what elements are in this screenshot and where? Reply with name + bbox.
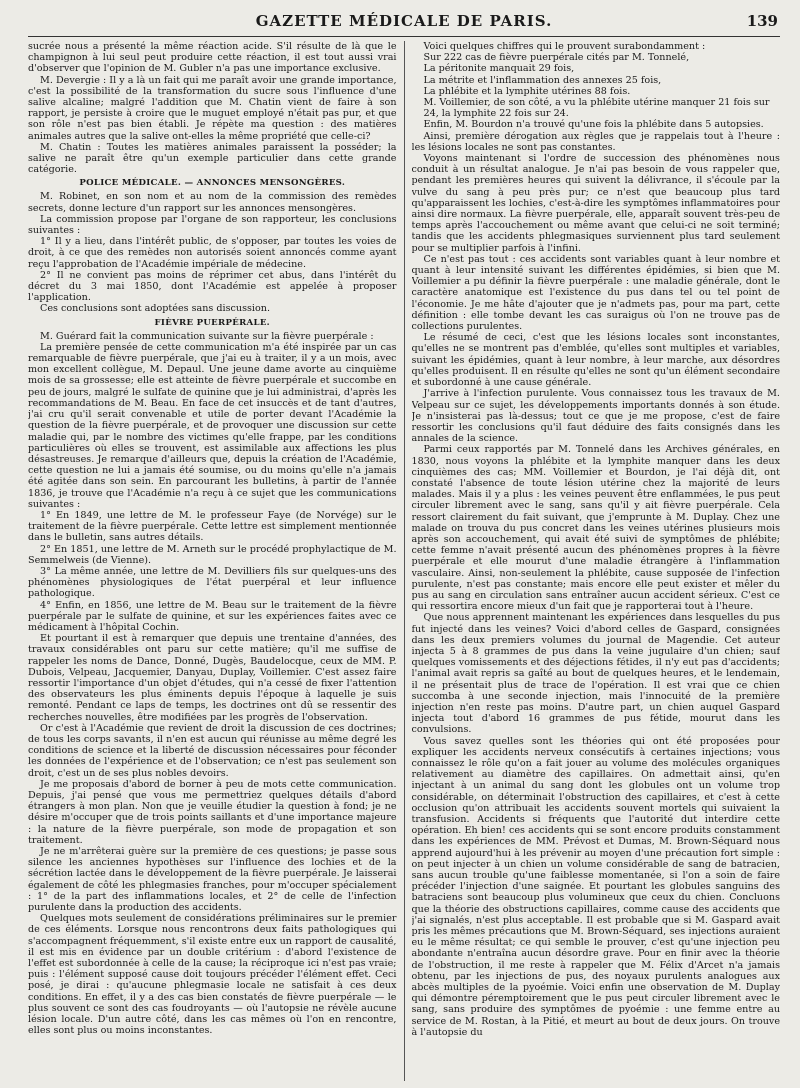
paragraph: Quelques mots seulement de considérations préliminaires sur le premier de ces éléments. Lorsque nous rencontrons deux faits pathologiques qui s'accompagnent fréquemment, s'il existe entre eux un rapport de causalité, il est mis en évidence par un double critérium : d'abord l'existence de l'effet est subordonnée à celle de la cause; la réciproque ici n'est pas vraie; puis : l'élément supposé cause doit toujours précéder l'élément effet. Ceci posé, je dirai : qu'aucune phlegmasie locale ne satisfait à ces deux conditions. En effet, il y a des cas bien constatés de fièvre puerpérale — le plus souvent ce sont des cas foudroyants — où l'autopsie ne révèle aucune lésion locale. D'un autre côté, dans les cas mêmes où l'on en rencontre, elles sont plus ou moins inconstantes. <box>28 913 397 1037</box>
paragraph: Je me proposais d'abord de borner à peu de mots cette communication. Depuis, j'ai pensé que vous me permettriez quelques détails d'abord étrangers à mon plan. Non que je veuille étudier la question à fond; je ne désire m'occuper que de trois points saillants et d'une importance majeure : la nature de la fièvre puerpérale, son mode de propagation et son traitement. <box>28 778 397 846</box>
list-item: La phlébite et la lymphite utérines 88 fois. <box>423 85 631 97</box>
paragraph: 2° En 1851, une lettre de M. Arneth sur le procédé prophylactique de M. Semmelweis (de Vienne). <box>28 543 397 566</box>
paragraph: J'arrive à l'infection purulente. Vous connaissez tous les travaux de M. Velpeau sur ce sujet, les développements importants donnés à son étude. Je n'insisterai pas là-dessus; tout ce que je me propose, c'est de faire ressortir les conclusions qu'il faut déduire des faits consignés dans les annales de la science. <box>411 388 780 445</box>
paragraph: Voici quelques chiffres qui le prouvent surabondamment : <box>423 41 706 52</box>
paragraph: Enfin, M. Bourdon n'a trouvé qu'une fois la phlébite dans 5 autopsies. <box>423 119 764 131</box>
right-column <box>412 41 781 1081</box>
paragraph: Je ne m'arrêterai guère sur la première de ces questions; je passe sous silence les anciennes hypothèses sur l'influence des lochies et de la sécrétion lactée dans le développement de la fièvre puerpérale. Je laisserai également de côté les phlegmasies franches, pour m'occuper spécialement : 1° de la part des inflammations locales, et 2° de celle de l'infection purulente dans la production des accidents. <box>28 846 397 914</box>
paragraph: Or c'est à l'Académie que revient de droit la discussion de ces doctrines; de tous les corps savants, il n'en est aucun qui réunisse au même degré les conditions de science et la liberté de discussion nécessaires pour féconder les données de l'expérience et de l'observation; ce n'est pas seulement son droit, c'est un de ses plus nobles devoirs. <box>28 722 397 779</box>
paragraph: Ainsi, première dérogation aux règles que je rappelais tout à l'heure : les lésions locales ne sont pas constantes. <box>411 130 780 153</box>
paragraph: 3° La même année, une lettre de M. Devilliers fils sur quelques-uns des phénomènes physiologiques de l'état puerpéral et leur influence pathologique. <box>28 565 397 600</box>
left-column <box>28 41 397 1081</box>
paragraph: Parmi ceux rapportés par M. Tonnelé dans les Archives générales, en 1830, nous voyons la phlébite et la lymphite manquer dans les deux cinquièmes des cas; MM. Voillemier et Bourdon, je l'ai déjà dit, ont constaté l'absence de toute lésion utérine chez la majorité de leurs malades. Mais il y a plus : les veines peuvent être enflammées, le pus peut circuler librement avec le sang, sans qu'il y ait fièvre puerpérale. Cela ressort clairement du fait suivant, que j'emprunte à M. Duplay. Chez une malade on trouva du pus concret dans les veines utérines plusieurs mois après son accouchement, qui avait été suivi de symptômes de phlébite; cette femme n'avait présenté aucun des phénomènes propres à la fièvre puerpérale et elle mourut d'une maladie étrangère à l'inflammation vasculaire. Ainsi, non-seulement la phlébite, cause supposée de l'infection purulente, n'est pas constante; mais encore elle peut exister et mêler du pus au sang en circulation sans entraîner aucun accident sérieux. C'est ce qui ressortira encore mieux d'un fait que je rapporterai tout à l'heure. <box>411 444 780 613</box>
list-item: M. Voillemier, de son côté, a vu la phlébite utérine manquer 21 fois sur 24, la lymphite 22 fois sur 24. <box>423 97 770 120</box>
paragraph: Vous savez quelles sont les théories qui ont été proposées pour expliquer les accidents nerveux consécutifs à certaines injections; vous connaissez le rôle qu'on a fait jouer au volume des molécules organiques relativement au diamètre des capillaires. On admettait ainsi, qu'en injectant à un animal du sang dont les globules ont un volume trop considérable, on déterminait l'obstruction des capillaires, et c'est à cette occlusion qu'on attribuait les accidents souvent mortels qui suivaient la transfusion. Accidents si fréquents que l'autorité dut interdire cette opération. Eh bien! ces accidents qui se sont encore produits constamment dans les expériences de MM. Prévost et Dumas, M. Brown-Séquard nous apprend aujourd'hui à les prévenir au moyen d'une précaution fort simple : on peut injecter à un chien un volume considérable de sang de batracien, sans aucun trouble qu'une faiblesse momentanée, si l'on a soin de faire précéder l'injection d'une saignée. Et pourtant les globules sanguins des batraciens sont beaucoup plus volumineux que ceux du chien. Concluons que la théorie des obstructions capillaires, comme cause des accidents que j'ai signalés, n'est plus acceptable. Il est probable que si M. Gaspard avait pris les mêmes précautions que M. Brown-Séquard, ses injections auraient eu le même résultat; ce qui semble le prouver, c'est qu'une injection peu abondante n'entraîna aucun désordre grave. Pour en finir avec la théorie de l'obstruction, il me reste à rappeler que M. Félix d'Arcet n'a jamais obtenu, par les injections de pus, des noyaux purulents analogues aux abcès multiples de la pyoémie. Voici enfin une observation de M. Duplay qui démontre péremptoirement que le pus peut circuler librement avec le sang, sans produire des symptômes de pyoémie : une femme entre au service de M. Rostan, à la Pitié, et meurt au bout de deux jours. On trouve à l'autopsie du <box>411 735 780 1038</box>
paragraph: 1° En 1849, une lettre de M. le professeur Faye (de Norvége) sur le traitement de la fièvre puerpérale. Cette lettre est simplement mentionnée dans le bulletin, sans autres détails. <box>28 509 397 544</box>
paragraph: Que nous apprennent maintenant les expériences dans lesquelles du pus fut injecté dans les veines? Voici d'abord celles de Gaspard, consignées dans les deux premiers volumes du journal de Magendie. Cet auteur injecta 5 à 8 grammes de pus dans la veine jugulaire d'un chien; sauf quelques vomissements et des déjections fétides, il n'y eut pas d'accidents; l'animal avait repris sa gaîté au bout de quelques heures, et le lendemain, il ne présentait plus de trace de l'opération. Il est vrai que ce chien succomba à une seconde injection, mais l'innocuité de la première injection n'en reste pas moins. D'autre part, un chien auquel Gaspard injecta tout d'abord 16 grammes de pus fétide, mourut dans les convulsions. <box>411 612 780 736</box>
paragraph: La première pensée de cette communication m'a été inspirée par un cas remarquable de fièvre puerpérale, que j'ai eu à traiter, il y a un mois, avec mon excellent collègue, M. Depaul. Une jeune dame avorte au cinquième mois de sa grossesse; elle est atteinte de fièvre puerpérale et succombe en peu de jours, malgré le sulfate de quinine que je lui administrai, d'après les recommandations de M. Beau. En face de cet insuccès et de tant d'autres, j'ai cru qu'il serait convenable et utile de porter devant l'Académie la question de la fièvre puerpérale, et de provoquer une discussion sur cette maladie qui, par le nombre des victimes qu'elle frappe, par les conditions particulières où elles se trouvent, est assimilable aux affections les plus désastreuses. Je remarque d'ailleurs que, depuis la création de l'Académie, cette question ne lui a jamais été soumise, ou du moins qu'elle n'a jamais été agitée dans son sein. En parcourant les bulletins, à partir de l'année 1836, je trouve que l'Académie n'a reçu à ce sujet que les communications suivantes : <box>28 341 397 510</box>
paragraph: sucrée nous a présenté la même réaction acide. S'il résulte de là que le champignon à lui seul peut produire cette réaction, il est tout aussi vrai d'observer que l'opinion de M. Gubler n'a pas une importance exclusive. <box>28 41 397 75</box>
paragraph: M. Guérard fait la communication suivante sur la fièvre puerpérale : <box>40 330 374 342</box>
list-item: La métrite et l'inflammation des annexes 25 fois, <box>423 74 662 86</box>
paragraph: Le résumé de ceci, c'est que les lésions locales sont inconstantes, qu'elles ne se montrent pas d'emblée, qu'elles sont multiples et variables, suivant les épidémies, quant à leur nombre, à leur marche, aux désordres qu'elles produisent. Il en résulte qu'elles ne sont qu'un élément secondaire et subordonné à une cause générale. <box>411 332 780 389</box>
list-item: La péritonite manquait 29 fois, <box>423 63 575 75</box>
paragraph: M. Devergie : Il y a là un fait qui me paraît avoir une grande importance, c'est la possibilité de la transformation du sucre sous l'influence d'une salive alcaline; malgré l'addition que M. Chatin vient de faire à son rapport, je persiste à croire que le muguet employé n'était pas pur, et que son rôle n'est pas bien établi. Je répète ma question : des matières animales autres que la salive ont-elles la même propriété que celle-ci? <box>28 74 397 142</box>
paragraph: Ces conclusions sont adoptées sans discussion. <box>40 303 271 315</box>
paragraph: 1° Il y a lieu, dans l'intérêt public, de s'opposer, par toutes les voies de droit, à ce que des remèdes non autorisés soient annoncés comme ayant reçu l'approbation de l'Académie impériale de médecine. <box>28 236 397 270</box>
paragraph: La commission propose par l'organe de son rapporteur, les conclusions suivantes : <box>28 213 397 237</box>
section-heading: FIÈVRE PUERPÉRALE. <box>154 317 270 328</box>
paragraph: 4° Enfin, en 1856, une lettre de M. Beau sur le traitement de la fièvre puerpérale par le sulfate de quinine, et sur les expériences faites avec ce médicament à l'hôpital Cochin. <box>28 599 397 633</box>
list-item: Sur 222 cas de fièvre puerpérale cités par M. Tonnelé, <box>423 52 690 64</box>
page-header <box>28 0 780 37</box>
paragraph: M. Chatin : Toutes les matières animales paraissent la posséder; la salive ne paraît être qu'un exemple particulier dans cette grande catégorie. <box>28 141 397 176</box>
page-number: 139 <box>746 12 778 30</box>
section-heading: POLICE MÉDICALE. — ANNONCES MENSONGÈRES. <box>79 178 346 189</box>
statistics-list <box>412 52 781 119</box>
paragraph: M. Robinet, en son nom et au nom de la commission des remèdes secrets, donne lecture d'un rapport sur les annonces mensongères. <box>28 191 397 214</box>
column-divider <box>404 41 405 1081</box>
journal-title: GAZETTE MÉDICALE DE PARIS. <box>255 12 553 30</box>
paragraph: 2° Il ne convient pas moins de réprimer cet abus, dans l'intérêt du décret du 3 mai 1850, dont l'Académie est appelée à proposer l'application. <box>28 269 397 304</box>
paragraph: Voyons maintenant si l'ordre de succession des phénomènes nous conduit à un résultat analogue. Je n'ai pas besoin de vous rappeler que, pendant les premières heures qui suivent la délivrance, il s'écoule par la vulve du sang à peu près pur; ce n'est que beaucoup plus tard qu'apparaissent les lochies, c'est-à-dire les symptômes inflammatoires pour ainsi dire normaux. La fièvre puerpérale, elle, apparaît souvent très-peu de temps après l'accouchement ou même avant que celui-ci ne soit terminé; tandis que les accidents phlegmasiques surviennent plus tard seulement pour se multiplier parfois à l'infini. <box>411 153 780 254</box>
paragraph: Ce n'est pas tout : ces accidents sont variables quant à leur nombre et quant à leur intensité suivant les différentes épidémies, si bien que M. Voillemier a pu définir la fièvre puerpérale : une maladie générale, dont le caractère anatomique est l'existence du pus dans tel ou tel point de l'économie. Je me hâte d'ajouter que je n'admets pas, pour ma part, cette définition : elle tombe devant les cas suraigus où l'on ne trouve pas de collections purulentes. <box>411 253 780 333</box>
paragraph: Et pourtant il est à remarquer que depuis une trentaine d'années, des travaux considérables ont paru sur cette matière; qu'il me suffise de rappeler les noms de Dance, Donné, Dugès, Baudelocque, ceux de MM. P. Dubois, Velpeau, Jacquemier, Danyau, Duplay, Voillemier. C'est assez faire ressortir l'importance d'un objet d'études, qui n'a cessé de fixer l'attention des observateurs les plus éminents depuis l'époque à laquelle je suis remonté. Pendant ce laps de temps, les doctrines ont dû se ressentir des recherches nouvelles, être modifiées par les progrès de l'observation. <box>28 633 397 723</box>
